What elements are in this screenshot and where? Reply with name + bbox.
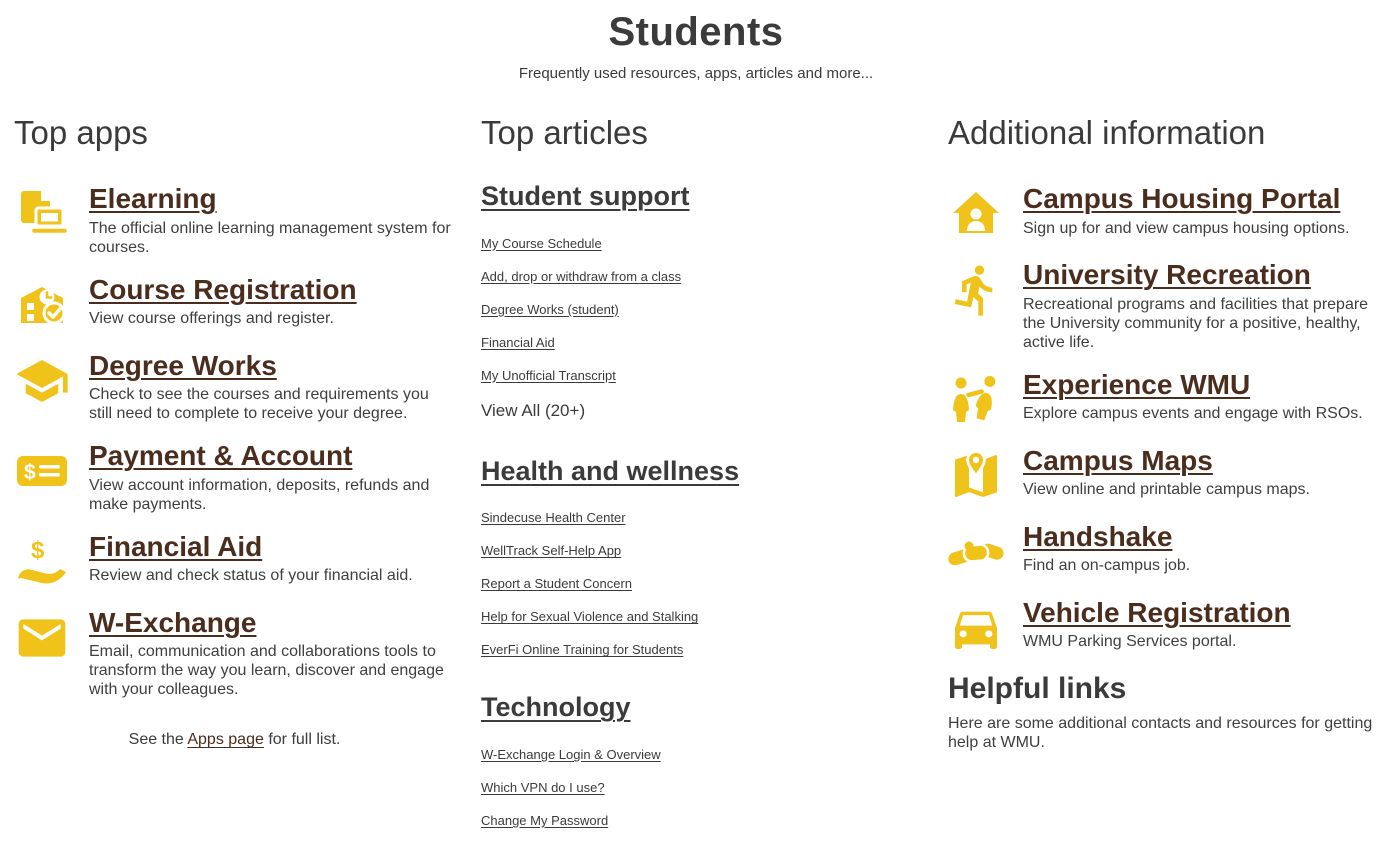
house-person-icon[interactable] <box>948 186 1004 242</box>
additional-info-column <box>948 114 1375 752</box>
section-link-health-wellness[interactable]: Health and wellness <box>481 455 740 486</box>
article-link[interactable]: Which VPN do I use? <box>481 780 605 795</box>
additional-info-heading: Additional information <box>948 114 1266 151</box>
info-item-vehicle-registration <box>948 596 1375 652</box>
section-link-student-support[interactable]: Student support <box>481 180 690 211</box>
app-description: View course offerings and register. <box>89 310 334 328</box>
svg-text:$: $ <box>24 461 36 485</box>
info-link-campus-housing[interactable]: Campus Housing Portal <box>1023 182 1341 214</box>
info-item-campus-maps <box>948 444 1375 500</box>
app-link-elearning[interactable]: Elearning <box>89 182 217 214</box>
graduation-cap-icon[interactable] <box>14 353 70 409</box>
runner-icon[interactable] <box>948 262 1004 318</box>
app-link-w-exchange[interactable]: W-Exchange <box>89 606 257 638</box>
helpful-links-description: Here are some additional contacts and resources for getting help at WMU. <box>948 714 1373 751</box>
envelope-icon[interactable] <box>14 610 70 666</box>
app-link-financial-aid[interactable]: Financial Aid <box>89 530 263 562</box>
app-description: View account information, deposits, refunds and make payments. <box>89 476 430 513</box>
info-link-experience-wmu[interactable]: Experience WMU <box>1023 368 1251 400</box>
top-articles-heading: Top articles <box>481 114 648 151</box>
article-link[interactable]: Sindecuse Health Center <box>481 510 626 526</box>
info-item-university-recreation <box>948 258 1375 352</box>
info-description: Recreational programs and facilities that prepare the University community for a positive, healthy, active life. <box>1023 295 1369 351</box>
section-technology <box>481 693 808 828</box>
app-link-payment-account[interactable]: Payment & Account <box>89 440 353 472</box>
app-description: Review and check status of your financial aid. <box>89 567 413 585</box>
view-all-link[interactable]: View All (20+) <box>481 400 586 420</box>
top-apps-column <box>14 114 455 749</box>
car-icon[interactable] <box>948 600 1004 656</box>
info-item-experience-wmu <box>948 368 1375 424</box>
article-link[interactable]: EverFi Online Training for Students <box>481 642 684 658</box>
section-student-support <box>481 182 808 421</box>
payment-card-icon[interactable] <box>14 443 70 499</box>
info-item-campus-housing <box>948 182 1375 238</box>
info-description: Explore campus events and engage with RSOs. <box>1023 405 1363 423</box>
app-description: Email, communication and collaborations tools to transform the way you learn, discover and engage with your colleagues. <box>89 643 444 699</box>
app-item-course-registration <box>14 273 455 329</box>
article-link[interactable]: Change My Password <box>481 813 609 828</box>
building-clock-check-icon[interactable] <box>14 277 70 333</box>
top-apps-heading: Top apps <box>14 114 148 151</box>
info-description: WMU Parking Services portal. <box>1023 633 1237 651</box>
section-link-technology[interactable]: Technology <box>481 692 631 723</box>
map-pin-icon[interactable] <box>948 448 1004 504</box>
page-header <box>0 0 1392 82</box>
app-item-payment-account <box>14 439 455 514</box>
page-title: Students <box>608 10 784 54</box>
app-description: Check to see the courses and requirements you still need to complete to receive your degree. <box>89 386 429 423</box>
helpful-links-heading: Helpful links <box>948 671 1127 705</box>
info-link-university-recreation[interactable]: University Recreation <box>1023 258 1311 290</box>
apps-footer-prefix: See the <box>128 731 188 749</box>
app-item-w-exchange <box>14 606 455 700</box>
section-health-wellness <box>481 457 808 658</box>
apps-footer-suffix: for full list. <box>263 731 341 749</box>
apps-page-link[interactable]: Apps page <box>187 731 264 749</box>
app-item-elearning <box>14 182 455 257</box>
info-description: Find an on-campus job. <box>1023 557 1191 575</box>
apps-footer <box>14 715 455 749</box>
info-link-handshake[interactable]: Handshake <box>1023 520 1173 552</box>
top-articles-column <box>481 114 808 864</box>
info-description: Sign up for and view campus housing options. <box>1023 219 1350 237</box>
article-link[interactable]: My Unofficial Transcript <box>481 367 616 383</box>
hand-dollar-icon[interactable] <box>14 534 70 590</box>
article-link[interactable]: WellTrack Self-Help App <box>481 543 622 559</box>
app-link-course-registration[interactable]: Course Registration <box>89 273 357 305</box>
app-item-financial-aid <box>14 530 455 586</box>
app-link-degree-works[interactable]: Degree Works <box>89 349 277 381</box>
info-description: View online and printable campus maps. <box>1023 481 1310 499</box>
page-subtitle: Frequently used resources, apps, articles and more... <box>518 65 874 82</box>
content-columns <box>0 114 1392 864</box>
document-laptop-icon[interactable] <box>14 186 70 242</box>
article-link[interactable]: W-Exchange Login & Overview <box>481 747 661 762</box>
app-item-degree-works <box>14 349 455 424</box>
helpful-links-section <box>948 672 1375 752</box>
article-link[interactable]: Degree Works (student) <box>481 301 619 317</box>
people-icon[interactable] <box>948 372 1004 428</box>
app-description: The official online learning management system for courses. <box>89 219 451 256</box>
article-link[interactable]: My Course Schedule <box>481 235 602 251</box>
article-link[interactable]: Report a Student Concern <box>481 576 633 592</box>
info-link-campus-maps[interactable]: Campus Maps <box>1023 444 1213 476</box>
article-link[interactable]: Add, drop or withdraw from a class <box>481 268 682 284</box>
handshake-icon[interactable] <box>948 524 1004 580</box>
info-link-vehicle-registration[interactable]: Vehicle Registration <box>1023 596 1291 628</box>
article-link[interactable]: Help for Sexual Violence and Stalking <box>481 609 699 625</box>
article-link[interactable]: Financial Aid <box>481 334 555 350</box>
info-item-handshake <box>948 520 1375 576</box>
svg-text:$: $ <box>31 536 45 564</box>
